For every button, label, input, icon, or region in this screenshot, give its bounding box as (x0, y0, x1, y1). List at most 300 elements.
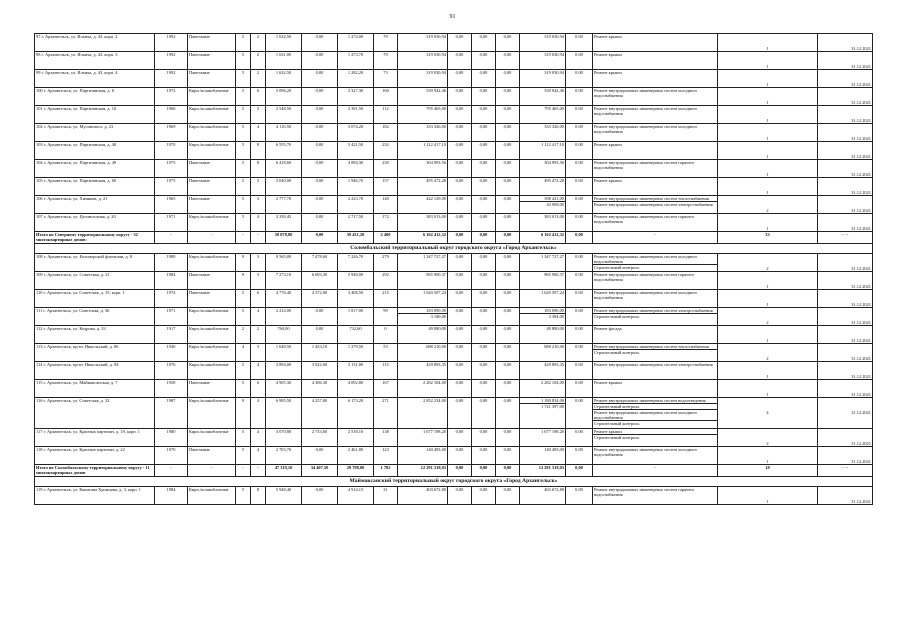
fund-2-cell: 0,00 (472, 254, 496, 272)
area-2-cell: 4 306,30 (302, 380, 338, 398)
table-row (35, 124, 873, 142)
total-area-cell: 6 985,50 (266, 398, 302, 429)
total-cost-cell (398, 308, 448, 326)
works-count: 1 (766, 136, 769, 141)
table-row (35, 487, 873, 505)
works-cell (593, 398, 718, 429)
total-area-cell: 50 078,80 (266, 232, 302, 244)
total-cost-cell: 1 677 198,20 (398, 429, 448, 447)
fund-2-cell: 0,00 (472, 380, 496, 398)
fund-3-cell: 0,00 (496, 142, 520, 160)
works-count: 1 (766, 459, 769, 464)
fund-3-cell: 0,00 (496, 70, 520, 88)
works-count: 1 (766, 190, 769, 195)
total-cost-cell: 429 893,35 (398, 362, 448, 380)
floors-cell: 5 (236, 52, 251, 70)
deadline-cell (818, 272, 873, 290)
works-cell-part: Ремонт внутридомовых инженерных систем холодного водоснабжения (594, 124, 698, 134)
works-cell (593, 344, 718, 362)
deadline: 31.12.2021 (851, 338, 871, 343)
unit-cost-cell: 0,00 (566, 487, 593, 505)
address: г. Архангельск, ул. Ильича, д. 43, корп. 2 (41, 34, 118, 39)
row-number: 119 (36, 487, 43, 492)
total-cost-cell: 304 993,56 (398, 160, 448, 178)
wall-material-cell: Кирп./шлакоблочные (188, 308, 236, 326)
deadline-cell (818, 429, 873, 447)
wall-material-cell: Панельные (188, 178, 236, 196)
fund-2-cell: 0,00 (472, 52, 496, 70)
row-number: 101 (36, 106, 43, 111)
fund-2-cell: 0,00 (472, 487, 496, 505)
total-area-cell: 2 548,50 (266, 106, 302, 124)
owners-funds-cell: 1 677 198,20 (520, 429, 566, 447)
works-count: 1 (766, 392, 769, 397)
entrances-cell: 4 (251, 429, 266, 447)
unit-cost-cell: 0,00 (566, 88, 593, 106)
year-cell: 1972 (155, 88, 188, 106)
works-cell (593, 272, 718, 290)
floors-cell: 5 (236, 178, 251, 196)
address-cell (35, 272, 155, 290)
dash-cell: - (251, 465, 266, 477)
address-cell (35, 344, 155, 362)
total-area-cell: 9 565,80 (266, 254, 302, 272)
address: г. Архангельск, ул. Советская, д. 21 (43, 272, 110, 277)
residents-cell: 73 (374, 70, 398, 88)
total-cost-cell: 383 013,00 (398, 214, 448, 232)
owners-funds-cell: 2 282 104,00 (520, 380, 566, 398)
total-cost-cell: 539 942,46 (398, 88, 448, 106)
fund-3-cell: 0,00 (496, 254, 520, 272)
fund-2-cell: 0,00 (472, 398, 496, 429)
works-cell (593, 487, 718, 505)
address-cell (35, 70, 155, 88)
fund-1-cell: 0,00 (448, 308, 472, 326)
fund-3-cell: 0,00 (496, 160, 520, 178)
total-cost-cell: 795 465,00 (398, 106, 448, 124)
section-header (35, 477, 873, 487)
wall-material-cell: Кирп./шлакоблочные (188, 429, 236, 447)
total-area-cell: 7 273,10 (266, 272, 302, 290)
works-cell (593, 124, 718, 142)
living-area-cell: 3 408,50 (338, 290, 374, 308)
wall-material-cell: Панельные (188, 70, 236, 88)
works-count-cell (718, 160, 818, 178)
total-area-cell: 2 703,70 (266, 447, 302, 465)
living-area-cell: 2 391,50 (338, 106, 374, 124)
area-2-cell: 0,00 (302, 447, 338, 465)
total-area-cell: 3 040,00 (266, 178, 302, 196)
fund-1-cell: 0,00 (448, 178, 472, 196)
table-row (35, 290, 873, 308)
dash-cell: - (155, 465, 188, 477)
fund-3-cell: 0,00 (496, 465, 520, 477)
total-label: Итого по Соломбальскому территориальному округу - 11 многоквартирных домов (35, 465, 155, 477)
year-cell: 1992 (155, 52, 188, 70)
deadline: 31.12.2021 (851, 100, 871, 105)
deadline-cell (818, 160, 873, 178)
living-area-cell: 4 914,15 (338, 487, 374, 505)
works-count-cell (718, 447, 818, 465)
fund-1-cell: 0,00 (448, 88, 472, 106)
table-row (35, 344, 873, 362)
row-number: 98 (36, 52, 41, 57)
works-count: 1 (766, 226, 769, 231)
total-area-cell: 2 214,00 (266, 308, 302, 326)
floors-cell: 5 (236, 142, 251, 160)
living-area-cell: 1 817,00 (338, 308, 374, 326)
residents-cell: 138 (374, 429, 398, 447)
works-count-cell (718, 326, 818, 344)
total-area-cell: 6 555,70 (266, 142, 302, 160)
living-area-cell: 2 223,70 (338, 196, 374, 214)
works-cell (593, 380, 718, 398)
fund-3-cell: 0,00 (496, 429, 520, 447)
floors-cell: 5 (236, 124, 251, 142)
floors-cell: 2 (236, 326, 251, 344)
unit-cost-cell: 0,00 (566, 465, 593, 477)
deadline-cell (818, 447, 873, 465)
works-cell-part: Ремонт внутридомовых инженерных систем холодного водоснабжения (594, 290, 698, 300)
total-area-cell: 5 948,40 (266, 487, 302, 505)
floors-cell: 5 (236, 196, 251, 214)
wall-material-cell: Кирп./шлакоблочные (188, 142, 236, 160)
deadline: 31.12.2021 (851, 499, 871, 504)
fund-2-cell: 0,00 (472, 214, 496, 232)
total-area-cell: 3 070,80 (266, 429, 302, 447)
works-cell-part: Строительный контроль (593, 434, 717, 440)
deadline-cell (818, 106, 873, 124)
wall-material-cell: Панельные (188, 34, 236, 52)
total-cost-cell: 12 291 318,03 (398, 465, 448, 477)
fund-2-cell: 0,00 (472, 447, 496, 465)
works-cell (593, 362, 718, 380)
residents-cell: 53 (374, 344, 398, 362)
wall-material-cell: Панельные (188, 447, 236, 465)
floors-cell: 5 (236, 380, 251, 398)
wall-material-cell: Панельные (188, 52, 236, 70)
total-cost-cell: 2 852 234,00 (398, 398, 448, 429)
residents-cell: 157 (374, 178, 398, 196)
deadline-cell (818, 142, 873, 160)
year-cell: 1992 (155, 34, 188, 52)
floors-cell: 5 (236, 429, 251, 447)
area-2-cell: 0,00 (302, 52, 338, 70)
wall-material-cell: Кирп./шлакоблочные (188, 487, 236, 505)
floors-cell: 9 (236, 398, 251, 429)
owners-funds-cell: 795 465,00 (520, 106, 566, 124)
address-cell (35, 52, 155, 70)
year-cell: 1984 (155, 487, 188, 505)
works-count: 1 (766, 118, 769, 123)
address-cell (35, 106, 155, 124)
entrances-cell: 2 (251, 70, 266, 88)
address-cell (35, 34, 155, 52)
wall-material-cell: Панельные (188, 160, 236, 178)
living-area-cell: 1 946,70 (338, 178, 374, 196)
works-count-cell (718, 124, 818, 142)
entrances-cell: 6 (251, 290, 266, 308)
living-area-cell: 7 226,70 (338, 254, 374, 272)
deadline: 31.12.2021 (851, 64, 871, 69)
entrances-cell: 4 (251, 447, 266, 465)
works-count-cell (718, 362, 818, 380)
owners-funds-cell: 1 347 727,27 (520, 254, 566, 272)
total-cost-cell: 140 493,00 (398, 447, 448, 465)
wall-material-cell: Панельные (188, 380, 236, 398)
works-cell-part: Ремонт внутридомовых инженерных систем холодного водоснабжения (594, 254, 698, 264)
entrances-cell: 8 (251, 487, 266, 505)
year-cell: 1917 (155, 326, 188, 344)
works-count-cell (718, 88, 818, 106)
works-count: 1 (766, 499, 769, 504)
year-cell: 1980 (155, 254, 188, 272)
owners-funds-cell: 383 013,00 (520, 214, 566, 232)
works-count: 1 (766, 46, 769, 51)
fund-3-cell: 0,00 (496, 326, 520, 344)
total-cost-cell: 688 210,00 (398, 344, 448, 362)
works-count-cell (718, 398, 818, 429)
row-number: 107 (36, 214, 43, 219)
works-cell (593, 254, 718, 272)
fund-2-cell: 0,00 (472, 124, 496, 142)
deadline: 31.12.2021 (851, 208, 871, 213)
floors-cell: 5 (236, 447, 251, 465)
residents-cell: 79 (374, 52, 398, 70)
residents-cell: 160 (374, 88, 398, 106)
total-area-cell: 760,00 (266, 326, 302, 344)
works-count: 1 (766, 172, 769, 177)
owners-funds-cell: 429 893,35 (520, 362, 566, 380)
works-count: 2 (766, 441, 769, 446)
address-cell (35, 214, 155, 232)
year-cell: 1971 (155, 214, 188, 232)
deadline: 31.12.2021 (851, 320, 871, 325)
wall-material-cell: Кирп./шлакоблочные (188, 88, 236, 106)
total-area-cell: 3 894,00 (266, 362, 302, 380)
works-count-cell (718, 290, 818, 308)
section-header (35, 244, 873, 254)
address-cell (35, 308, 155, 326)
owners-funds-cell: 965 900,37 (520, 272, 566, 290)
total-cost-cell: 2 282 104,00 (398, 380, 448, 398)
row-number: 110 (36, 290, 43, 295)
unit-cost-cell: 0,00 (566, 344, 593, 362)
fund-2-cell: 0,00 (472, 308, 496, 326)
row-number: 108 (36, 254, 43, 259)
deadline-cell (818, 487, 873, 505)
address: г. Архангельск, ул. Мусинского, д. 23 (43, 124, 114, 129)
fund-1-cell: 0,00 (448, 326, 472, 344)
entrances-cell: 6 (251, 380, 266, 398)
deadline-cell: - - - (818, 465, 873, 477)
works-cell-part: Ремонт крыши (594, 429, 622, 434)
table-row (35, 34, 873, 52)
wall-material-cell: Кирп./шлакоблочные (188, 106, 236, 124)
fund-1-cell: 0,00 (448, 272, 472, 290)
deadline-cell (818, 70, 873, 88)
living-area-cell: 1 282,20 (338, 70, 374, 88)
floors-cell: 5 (236, 290, 251, 308)
works-cell-part: Ремонт крыши (594, 34, 622, 39)
fund-1-cell: 0,00 (448, 124, 472, 142)
floors-cell: 5 (236, 34, 251, 52)
owners-funds-cell: 333 326,00 (520, 124, 566, 142)
works-cell-part: Ремонт внутридомовых инженерных систем холодного водоснабжения (594, 88, 698, 98)
area-2-cell: 0,00 (302, 34, 338, 52)
unit-cost-cell: 0,00 (566, 196, 593, 214)
owners-funds-cell-part: 43 908,00 (520, 201, 565, 207)
address: г. Архангельск, ул. Целлюлозная, д. 20 (43, 214, 116, 219)
fund-2-cell: 0,00 (472, 70, 496, 88)
address: г. Архангельск, ул. Партизанская, д. 40 (43, 142, 117, 147)
wall-material-cell: Кирп./шлакоблочные (188, 362, 236, 380)
works-count: 4 (766, 410, 769, 415)
floors-cell: 5 (236, 106, 251, 124)
fund-1-cell: 0,00 (448, 232, 472, 244)
area-2-cell: 34 407,50 (302, 465, 338, 477)
fund-2-cell: 0,00 (472, 290, 496, 308)
fund-1-cell: 0,00 (448, 106, 472, 124)
works-cell-part: Ремонт внутридомовых инженерных систем теплоснабжения (594, 344, 709, 349)
residents-cell: 99 (374, 308, 398, 326)
address: г. Архангельск, ул. Капитана Хромцова, д. 3, корп. 1 (43, 487, 141, 492)
address: г. Архангельск, ул. Беломорской флотилии, д. 8 (43, 254, 133, 259)
total-row (35, 465, 873, 477)
area-2-cell: 7 478,60 (302, 254, 338, 272)
unit-cost-cell: 0,00 (566, 214, 593, 232)
row-number: 113 (36, 344, 43, 349)
area-2-cell: 0,00 (302, 214, 338, 232)
address: г. Архангельск, ул. Советская, д. 36 (43, 308, 110, 313)
dash-cell: - (236, 465, 251, 477)
living-area-cell: 4 092,80 (338, 380, 374, 398)
unit-cost-cell: 0,00 (566, 272, 593, 290)
entrances-cell: 8 (251, 142, 266, 160)
unit-cost-cell: 0,00 (566, 52, 593, 70)
year-cell: 1980 (155, 429, 188, 447)
address-cell (35, 326, 155, 344)
owners-funds-cell (520, 398, 566, 429)
living-area-cell: 2 717,50 (338, 214, 374, 232)
works-cell (593, 214, 718, 232)
deadline-cell (818, 308, 873, 326)
floors-cell: 5 (236, 70, 251, 88)
works-count: 2 (766, 356, 769, 361)
address: г. Архангельск, ул. Партизанская, д. 10 (43, 106, 117, 111)
area-2-cell: 1 453,10 (302, 344, 338, 362)
entrances-cell: 3 (251, 196, 266, 214)
year-cell: 1976 (155, 362, 188, 380)
area-2-cell: 4 257,80 (302, 398, 338, 429)
fund-2-cell: 0,00 (472, 465, 496, 477)
works-count: 1 (766, 100, 769, 105)
year-cell: 1965 (155, 196, 188, 214)
unit-cost-cell: 0,00 (566, 447, 593, 465)
total-cost-cell: 1 620 507,24 (398, 290, 448, 308)
residents-cell: 31 (374, 487, 398, 505)
works-cell-part: Ремонт крыши (594, 178, 622, 183)
fund-1-cell: 0,00 (448, 52, 472, 70)
row-number: 116 (36, 398, 43, 403)
address-cell (35, 362, 155, 380)
deadline: 31.12.2021 (851, 118, 871, 123)
unit-cost-cell: 0,00 (566, 70, 593, 88)
total-area-cell: 4 905,30 (266, 380, 302, 398)
works-cell-part: Ремонт внутридомовых инженерных систем горячего водоснабжения (594, 160, 695, 170)
works-count: 2 (766, 208, 769, 213)
deadline-cell (818, 380, 873, 398)
works-count-cell (718, 308, 818, 326)
works-cell-part: Ремонт внутридомовых инженерных систем электроснабжения (594, 308, 713, 313)
living-area-cell: 1 273,70 (338, 52, 374, 70)
living-area-cell: 3 074,20 (338, 124, 374, 142)
owners-funds-cell: 688 210,00 (520, 344, 566, 362)
address: г. Архангельск, ул. Ильича, д. 43, корп. 4 (41, 70, 118, 75)
fund-1-cell: 0,00 (448, 380, 472, 398)
fund-3-cell: 0,00 (496, 124, 520, 142)
address: г. Архангельск, ул. Химиков, д. 21 (43, 196, 108, 201)
living-area-cell: 2 461,80 (338, 447, 374, 465)
total-area-cell: 4 776,40 (266, 290, 302, 308)
fund-1-cell: 0,00 (448, 34, 472, 52)
works-count-cell (718, 429, 818, 447)
capital-repair-table (34, 33, 873, 505)
floors-cell: 5 (236, 362, 251, 380)
total-cost-cell: 319 030,94 (398, 34, 448, 52)
fund-2-cell: 0,00 (472, 160, 496, 178)
row-number: 111 (36, 308, 43, 313)
area-2-cell: 0,00 (302, 70, 338, 88)
total-cost-cell: 442 129,00 (398, 196, 448, 214)
table-row (35, 70, 873, 88)
total-area-cell: 5 096,20 (266, 88, 302, 106)
deadline-cell (818, 254, 873, 272)
works-count: 2 (766, 266, 769, 271)
table-row (35, 272, 873, 290)
area-2-cell: 0,00 (302, 88, 338, 106)
year-cell: 1969 (155, 124, 188, 142)
table-row (35, 398, 873, 429)
fund-1-cell: 0,00 (448, 487, 472, 505)
section-title: Маймаксанский территориальный округ городского округа «Город Архангельск» (35, 477, 873, 487)
address: г. Архангельск, пр-кт. Никольский, д. 94 (43, 362, 119, 367)
entrances-cell: 3 (251, 106, 266, 124)
fund-3-cell: 0,00 (496, 447, 520, 465)
entrances-cell: 4 (251, 124, 266, 142)
works-count-cell (718, 380, 818, 398)
fund-2-cell: 0,00 (472, 142, 496, 160)
works-cell-part: Строительный контроль (593, 403, 717, 409)
year-cell: 1970 (155, 142, 188, 160)
fund-1-cell: 0,00 (448, 142, 472, 160)
fund-3-cell: 0,00 (496, 344, 520, 362)
fund-1-cell: 0,00 (448, 398, 472, 429)
area-2-cell: 0,00 (302, 308, 338, 326)
fund-1-cell: 0,00 (448, 160, 472, 178)
works-cell (593, 142, 718, 160)
works-cell-part: Ремонт крыши (594, 142, 622, 147)
area-2-cell: 0,00 (302, 232, 338, 244)
living-area-cell: 5 421,50 (338, 142, 374, 160)
owners-funds-cell: 319 030,94 (520, 52, 566, 70)
entrances-cell: 6 (251, 88, 266, 106)
year-cell: 1984 (155, 272, 188, 290)
works-count-cell: 33 (718, 232, 818, 244)
residents-cell: 232 (374, 142, 398, 160)
total-area-cell: 2 777,70 (266, 196, 302, 214)
owners-funds-cell-part: 1 180 834,00 (540, 398, 564, 403)
